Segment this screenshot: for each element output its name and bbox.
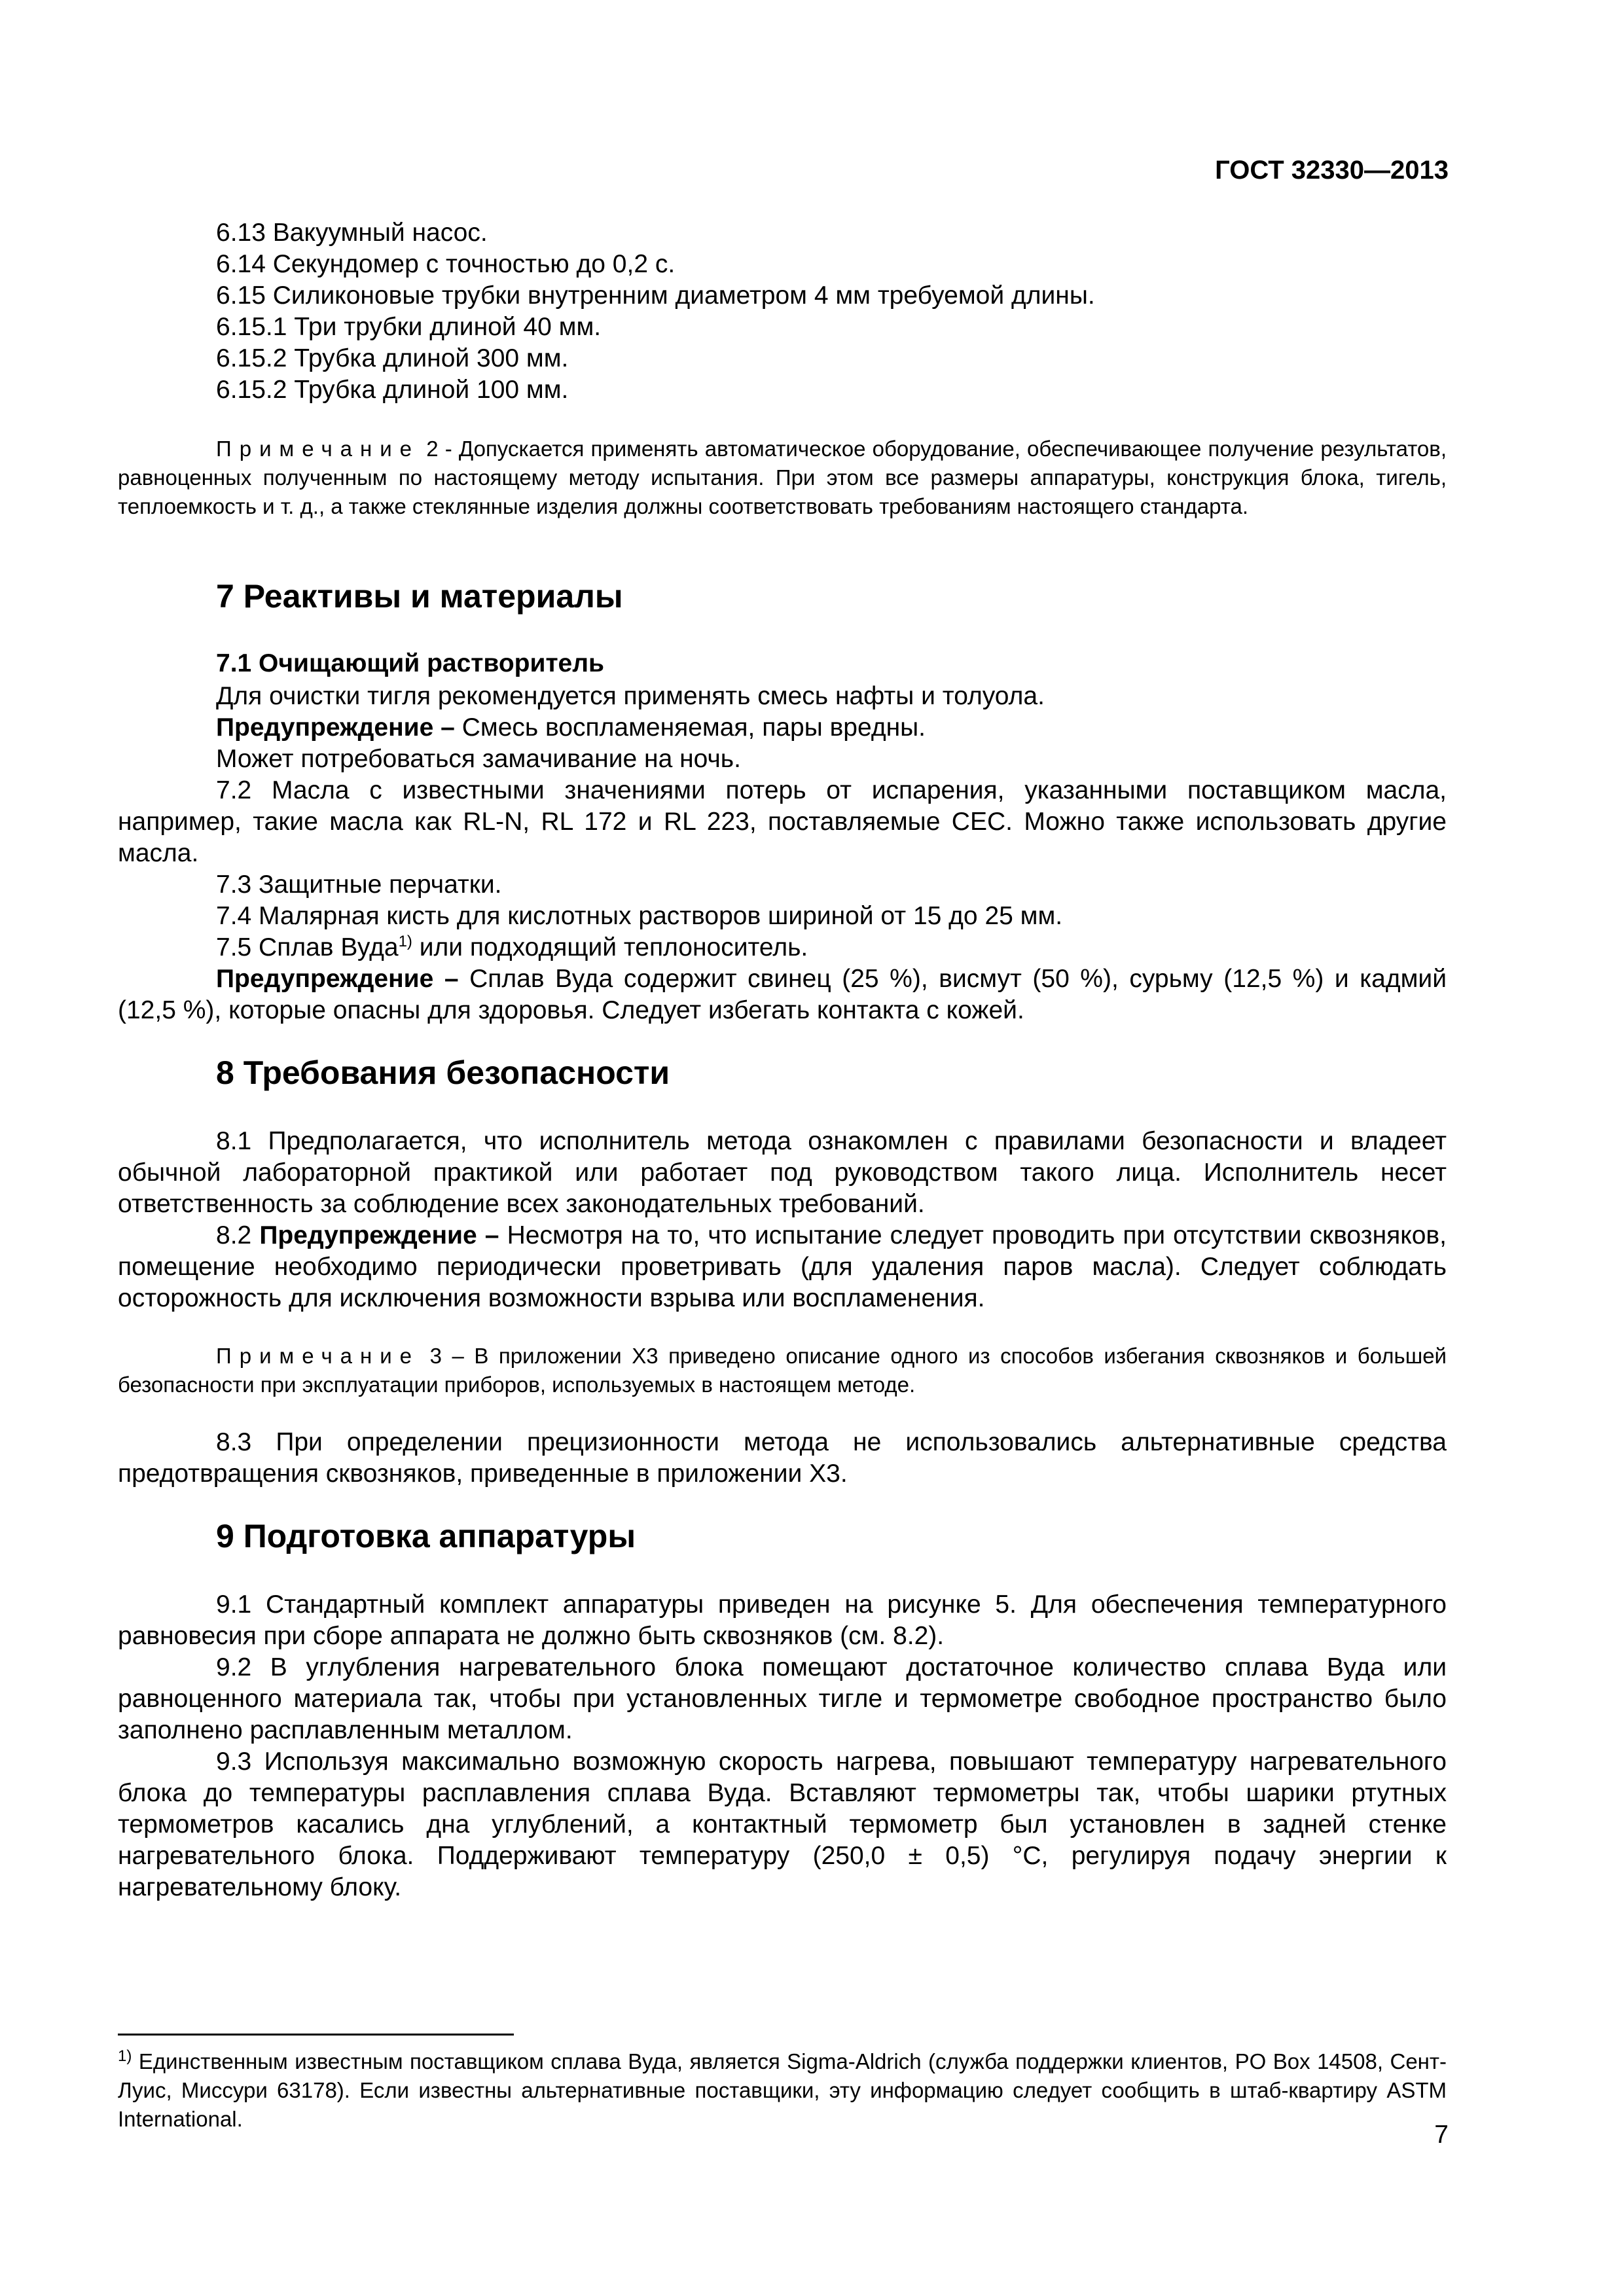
paragraph-7-5 (216, 932, 808, 963)
warning-text: Сплав Вуда содержит свинец (25 %), висмут (50 %), сурьму (12,5 %) и кадмий (12,5 %), которые опасны для здоровья. Следует избегать контакта с кожей. (118, 965, 1447, 1024)
paragraph-9-3: 9.3 Используя максимально возможную скорость нагрева, повышают температуру нагревательного блока до температуры расплавления сплава Вуда. Вставляют термометры так, чтобы шарики ртутных термометров касались дна углублений, а контактный термометр был установлен в задней стенке нагревательного блока. Поддерживают температуру (250,0 ± 0,5) °С, регулируя подачу энергии к нагревательному блоку. (118, 1748, 1447, 1901)
paragraph-7-4: 7.4 Малярная кисть для кислотных растворов шириной от 15 до 25 мм. (216, 902, 1063, 930)
section-7-heading: 7 Реактивы и материалы (216, 578, 623, 615)
warning-paragraph (118, 963, 1447, 1026)
note-label: Примечание (216, 1344, 420, 1368)
warning-text: Смесь воспламеняемая, пары вредны. (454, 713, 926, 742)
warning-text: Несмотря на то, что испытание следует проводить при отсутствии сквозняков, помещение необходимо периодически проветривать (для удаления паров масла). Следует соблюдать осторожность для исключения возможности взрыва или воспламенения. (118, 1221, 1447, 1312)
paragraph-9-2: 9.2 В углубления нагревательного блока помещают достаточное количество сплава Вуда или равноценного материала так, чтобы при установленных тигле и термометре свободное пространство было заполнено расплавленным металлом. (118, 1653, 1447, 1744)
list-item: 6.15.2 Трубка длиной 300 мм. (216, 344, 569, 372)
warning-line (216, 712, 926, 744)
warning-label: Предупреждение – (216, 713, 455, 742)
section-9-heading: 9 Подготовка аппаратуры (216, 1518, 636, 1554)
footnote-text: Единственным известным поставщиком сплава Вуда, является Sigma-Aldrich (служба поддержки клиентов, PO Box 14508, Сент-Луис, Миссури 63178). Если известны альтернативные поставщики, эту информацию следует сообщить в штаб-квартиру ASTM International. (118, 2049, 1447, 2131)
section-8-heading: 8 Требования безопасности (216, 1054, 670, 1091)
paragraph-text: 8.2 (216, 1221, 260, 1249)
paragraph: Может потребоваться замачивание на ночь. (216, 745, 741, 773)
paragraph-7-2: 7.2 Масла с известными значениями потерь от испарения, указанными поставщиком масла, например, такие масла как RL-N, RL 172 и RL 223, поставляемые CEC. Можно также использовать другие масла. (118, 776, 1447, 867)
note-number: 2 (426, 437, 439, 461)
subsection-7-1-heading: 7.1 Очищающий растворитель (216, 649, 604, 677)
standard-designation: ГОСТ 32330—2013 (1215, 156, 1449, 185)
paragraph-7-3: 7.3 Защитные перчатки. (216, 870, 502, 899)
list-item: 6.15 Силиконовые трубки внутренним диаметром 4 мм требуемой длины. (216, 281, 1095, 310)
footnote-ref: 1) (398, 933, 412, 950)
paragraph-text: 7.5 Сплав Вуда (216, 933, 399, 961)
warning-label: Предупреждение – (259, 1221, 499, 1249)
note-text: – В приложении Х3 приведено описание одного из способов избегания сквозняков и большей безопасности при эксплуатации приборов, используемых в настоящем методе. (118, 1344, 1447, 1397)
note-number: 3 (429, 1344, 442, 1368)
paragraph: Для очистки тигля рекомендуется применять смесь нафты и толуола. (216, 682, 1045, 710)
page-number: 7 (1434, 2121, 1449, 2149)
footnote-marker: 1) (118, 2047, 132, 2065)
list-item: 6.14 Секундомер с точностью до 0,2 с. (216, 250, 676, 278)
list-item: 6.15.2 Трубка длиной 100 мм. (216, 376, 569, 404)
note-text: - Допускается применять автоматическое оборудование, обеспечивающее получение результатов, равноценных полученным по настоящему методу испытания. При этом все размеры аппаратуры, конструкция блока, тигель, теплоемкость и т. д., а также стеклянные изделия должны соответствовать требованиям настоящего стандарта. (118, 437, 1447, 518)
warning-label: Предупреждение – (216, 965, 459, 993)
note-3 (118, 1342, 1447, 1399)
paragraph-8-1: 8.1 Предполагается, что исполнитель метода ознакомлен с правилами безопасности и владеет обычной лабораторной практикой или работает под руководством такого лица. Исполнитель несет ответственность за соблюдение всех законодательных требований. (118, 1127, 1447, 1218)
paragraph-8-3: 8.3 При определении прецизионности метода не использовались альтернативные средства предотвращения сквозняков, приведенные в приложении Х3. (118, 1428, 1447, 1488)
list-item: 6.15.1 Три трубки длиной 40 мм. (216, 313, 602, 341)
list-item: 6.13 Вакуумный насос. (216, 219, 488, 247)
footnote (118, 2047, 1447, 2134)
paragraph-text: или подходящий теплоноситель. (412, 933, 808, 961)
note-label: Примечание (216, 437, 420, 461)
note-2 (118, 435, 1447, 521)
paragraph-8-2 (118, 1220, 1447, 1314)
footnote-separator (118, 2034, 514, 2036)
paragraph-9-1: 9.1 Стандартный комплект аппаратуры приведен на рисунке 5. Для обеспечения температурного равновесия при сборе аппарата не должно быть сквозняков (см. 8.2). (118, 1590, 1447, 1650)
